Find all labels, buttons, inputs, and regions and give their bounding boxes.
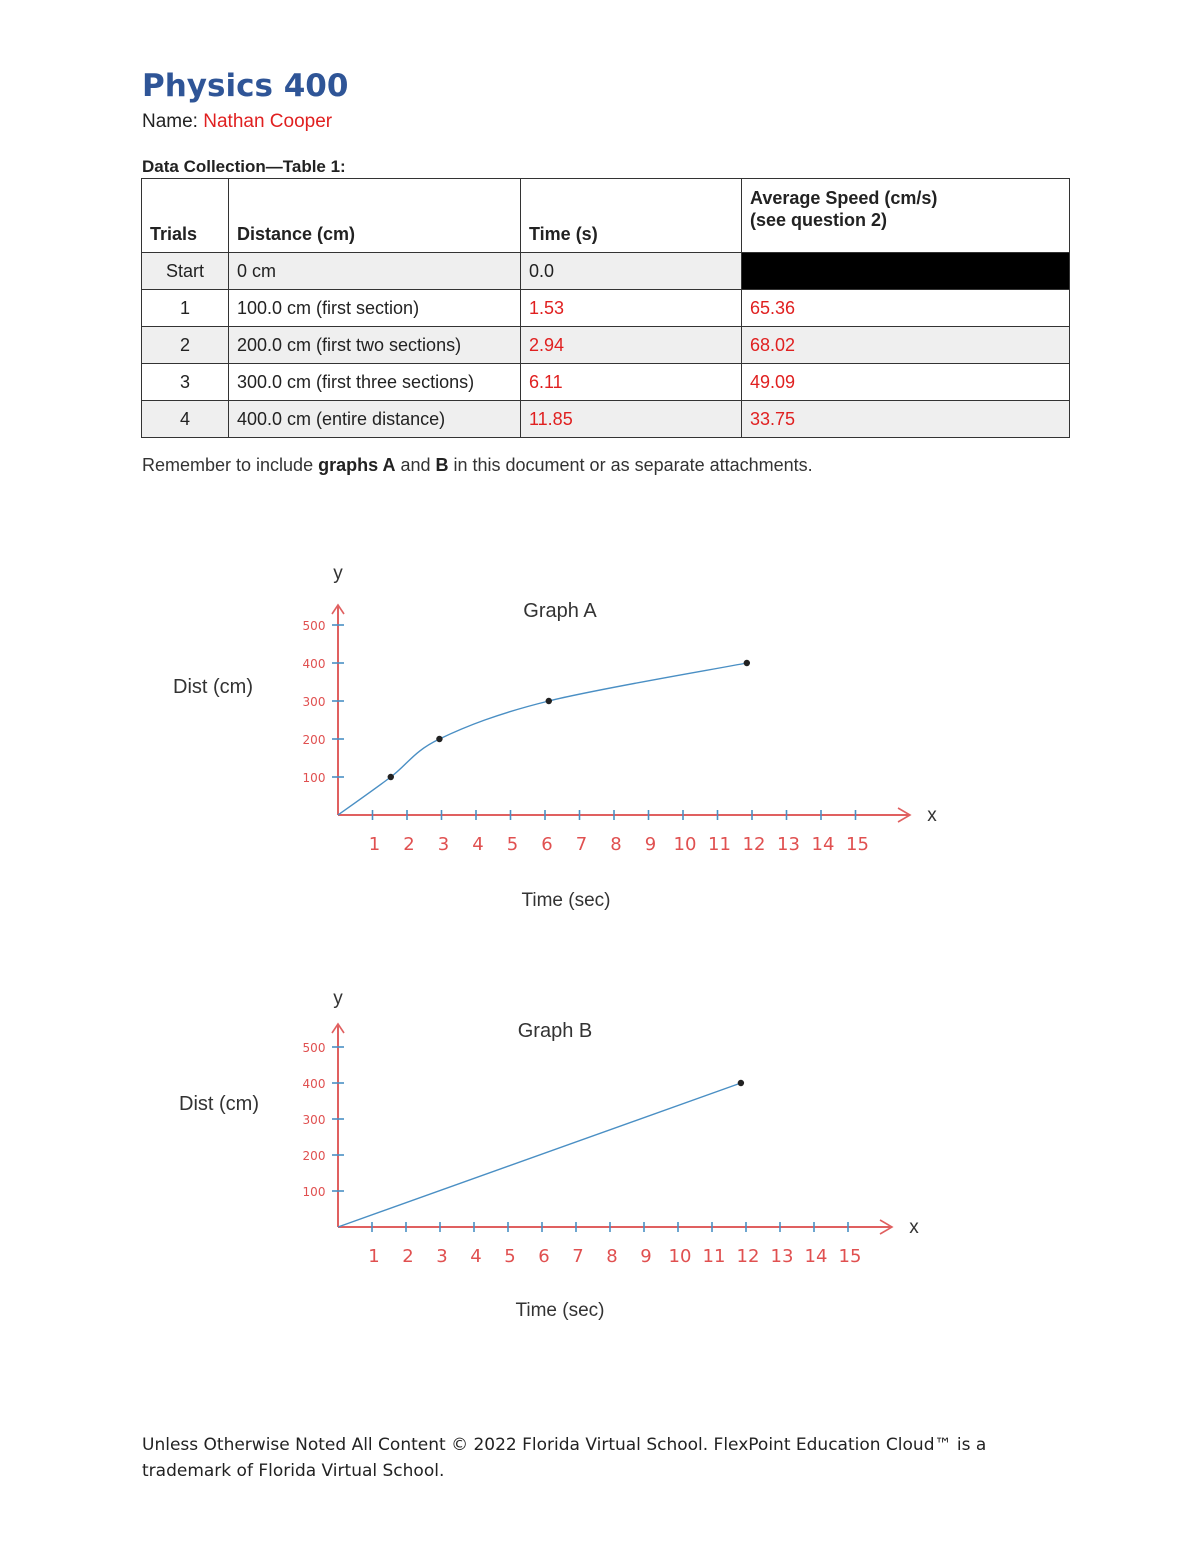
cell-distance: 300.0 cm (first three sections)	[229, 364, 521, 401]
y-tick-label: 300	[302, 695, 326, 709]
x-tick-label: 7	[572, 1246, 584, 1267]
header-speed-line2: (see question 2)	[750, 210, 888, 230]
footer-copyright: Unless Otherwise Noted All Content © 2022 Florida Virtual School. FlexPoint Education Cloud™ is a trademark of Florida Virtual School.	[142, 1435, 987, 1481]
graph-a-chart	[0, 555, 1200, 925]
cell-time: 6.11	[521, 364, 742, 401]
cell-speed: 65.36	[742, 290, 1070, 327]
y-tick-label: 200	[302, 1149, 326, 1163]
cell-distance: 100.0 cm (first section)	[229, 290, 521, 327]
x-tick-label: 4	[472, 834, 484, 855]
reminder-post: in this document or as separate attachments.	[448, 455, 813, 475]
cell-speed: 49.09	[742, 364, 1070, 401]
y-tick-label: 500	[302, 619, 326, 633]
cell-time: 1.53	[521, 290, 742, 327]
x-tick-label: 5	[504, 1246, 516, 1267]
cell-time: 11.85	[521, 401, 742, 438]
y-axis-letter: y	[333, 988, 343, 1009]
y-tick-label: 400	[302, 657, 326, 671]
cell-distance: 400.0 cm (entire distance)	[229, 401, 521, 438]
cell-trial: 2	[142, 327, 229, 364]
table-row	[142, 401, 1070, 438]
y-axis-title: Dist (cm)	[173, 676, 253, 698]
y-tick-label: 500	[302, 1041, 326, 1055]
y-axis-title: Dist (cm)	[179, 1093, 259, 1115]
header-trials: Trials	[142, 179, 229, 253]
x-tick-label: 7	[575, 834, 588, 855]
graph-b-chart	[0, 982, 1200, 1332]
y-tick-label: 400	[302, 1077, 326, 1091]
student-name: Nathan Cooper	[203, 111, 333, 132]
reminder-bold-b: B	[435, 455, 449, 475]
reminder-mid: and	[395, 455, 436, 475]
y-tick-label: 300	[302, 1113, 326, 1127]
x-tick-label: 11	[702, 1246, 726, 1267]
header-distance: Distance (cm)	[229, 179, 521, 253]
x-tick-label: 12	[742, 834, 766, 855]
cell-distance: 0 cm	[229, 253, 521, 290]
header-average-speed	[742, 179, 1070, 253]
data-collection-table	[141, 178, 1070, 438]
cell-trial: 1	[142, 290, 229, 327]
cell-distance: 200.0 cm (first two sections)	[229, 327, 521, 364]
x-axis-title: Time (sec)	[515, 1300, 605, 1321]
x-tick-label: 3	[437, 834, 450, 855]
y-tick-label: 100	[302, 1185, 326, 1199]
x-tick-label: 2	[402, 1246, 414, 1267]
y-axis-letter: y	[333, 563, 343, 584]
x-tick-label: 9	[644, 834, 657, 855]
x-tick-label: 8	[610, 834, 622, 855]
y-tick-label: 200	[302, 733, 326, 747]
document-title: Physics 400	[142, 68, 349, 104]
x-tick-label: 15	[846, 834, 869, 855]
x-tick-label: 14	[811, 834, 835, 855]
reminder-text	[142, 455, 813, 476]
graph-title: Graph B	[517, 1020, 593, 1042]
x-tick-label: 9	[640, 1246, 652, 1267]
student-name-line	[142, 111, 332, 133]
cell-speed-blacked-out	[742, 253, 1070, 290]
x-tick-label: 12	[736, 1246, 760, 1267]
table-row	[142, 364, 1070, 401]
x-tick-label: 14	[804, 1246, 828, 1267]
data-point	[546, 698, 552, 704]
name-label: Name:	[142, 111, 198, 132]
x-tick-label: 13	[777, 834, 800, 855]
data-series-line	[338, 663, 747, 815]
header-time: Time (s)	[521, 179, 742, 253]
x-tick-label: 3	[436, 1246, 448, 1267]
x-tick-label: 8	[606, 1246, 618, 1267]
x-tick-label: 6	[538, 1246, 550, 1267]
x-tick-label: 15	[838, 1246, 862, 1267]
cell-trial: Start	[142, 253, 229, 290]
x-tick-label: 4	[470, 1246, 482, 1267]
x-tick-label: 10	[673, 834, 697, 855]
x-tick-label: 13	[770, 1246, 794, 1267]
data-point	[436, 736, 442, 742]
reminder-bold-graphs-a: graphs A	[318, 455, 396, 475]
x-tick-label: 6	[541, 834, 553, 855]
cell-speed: 68.02	[742, 327, 1070, 364]
cell-time: 0.0	[521, 253, 742, 290]
x-tick-label: 1	[368, 1246, 380, 1267]
table-title: Data Collection—Table 1:	[142, 157, 346, 176]
data-series-line	[338, 1083, 741, 1227]
table-row	[142, 327, 1070, 364]
data-point	[738, 1080, 744, 1086]
table-row	[142, 253, 1070, 290]
data-point	[744, 660, 750, 666]
y-tick-label: 100	[302, 771, 326, 785]
x-axis-title: Time (sec)	[521, 890, 611, 911]
table-row	[142, 290, 1070, 327]
x-tick-label: 1	[368, 834, 381, 855]
x-tick-label: 2	[403, 834, 415, 855]
table-header-row	[142, 179, 1070, 253]
graph-title: Graph A	[523, 600, 597, 622]
cell-trial: 3	[142, 364, 229, 401]
cell-trial: 4	[142, 401, 229, 438]
x-tick-label: 5	[506, 834, 519, 855]
cell-speed: 33.75	[742, 401, 1070, 438]
x-tick-label: 11	[708, 834, 731, 855]
cell-time: 2.94	[521, 327, 742, 364]
x-tick-label: 10	[668, 1246, 692, 1267]
data-point	[388, 774, 394, 780]
x-axis-letter: x	[909, 1217, 919, 1238]
x-axis-letter: x	[927, 805, 937, 826]
reminder-pre: Remember to include	[142, 455, 319, 475]
header-speed-line1: Average Speed (cm/s)	[750, 188, 938, 208]
